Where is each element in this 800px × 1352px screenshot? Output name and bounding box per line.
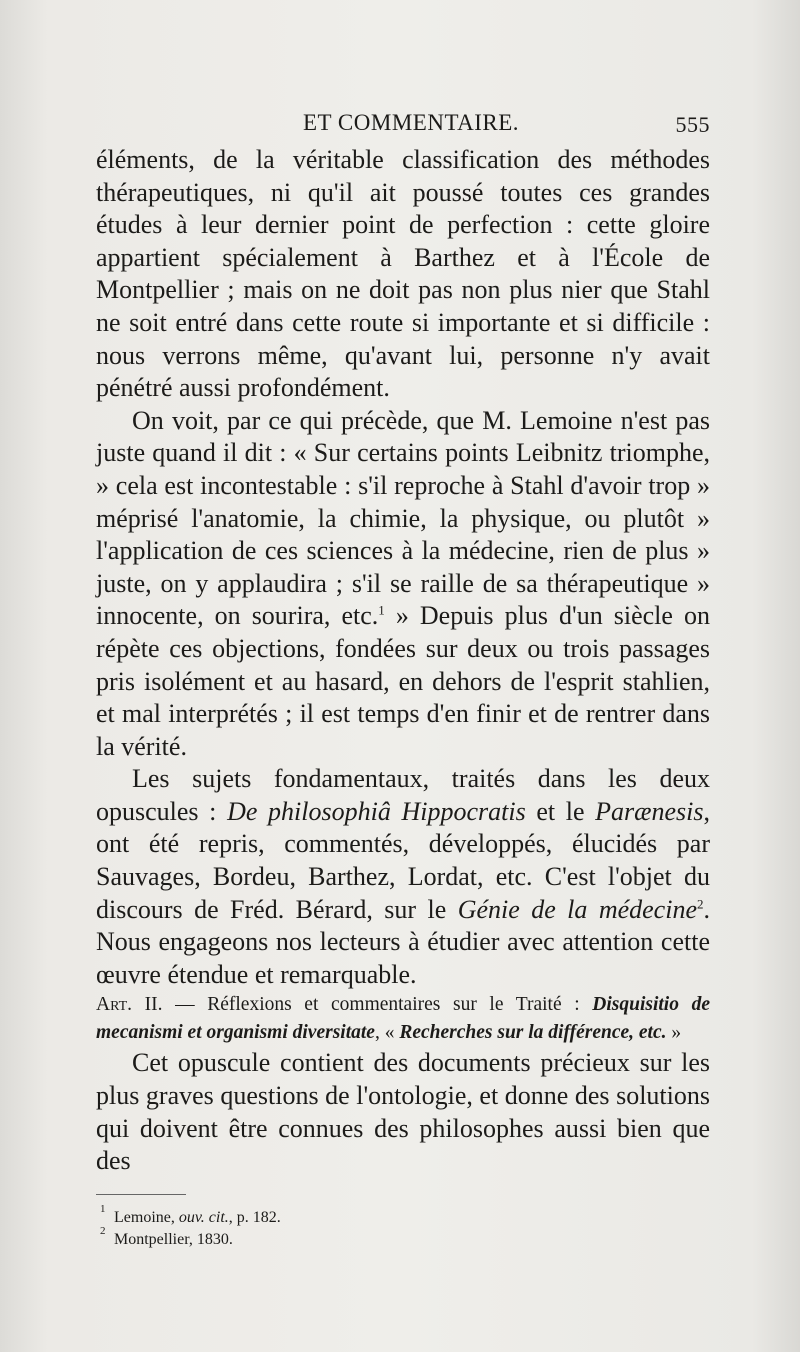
article-label: Art. II.	[96, 994, 163, 1016]
footnote-2: 2 Montpellier, 1830.	[100, 1224, 233, 1248]
running-title: ET COMMENTAIRE.	[303, 110, 520, 135]
text-body	[96, 144, 710, 1251]
running-header	[96, 104, 710, 140]
article-french-title: Recherches sur la différence, etc.	[399, 1022, 667, 1044]
page-number: 555	[675, 112, 710, 137]
work-title-paraenesis: Parænesis	[595, 796, 704, 826]
footnotes	[96, 1202, 710, 1251]
work-title-genie: Génie de la médecine	[457, 894, 697, 924]
footnote-1: 1 Lemoine, ouv. cit., p. 182.	[100, 1202, 281, 1226]
paragraph-continuation: éléments, de la véritable classification des méthodes thérapeutiques, ni qu'il ait poussé toutes ces grandes études à leur dernier point de perfection : cette gloire appartient spécialement à Barthez et à l'École de Montpellier ; mais on ne doit pas non plus nier que Stahl ne soit entré dans cette route si importante et si difficile : nous verrons même, qu'avant lui, personne n'y avait pénétré aussi profondément.	[96, 145, 710, 403]
footnote-ref-2[interactable]: 2	[697, 896, 704, 911]
paragraph-sujets: Les sujets fondamentaux, traités dans les deux opuscules : De philosophiâ Hippocratis et le Parænesis, ont été repris, commentés, développés, élucidés par Sauvages, Bordeu, Barthez, Lordat, etc. C'est l'objet du discours de Fréd. Bérard, sur le Génie de la médecine$^2$. Nous engageons nos lecteurs à étudier avec attention cette œuvre étendue et remarquable.	[96, 764, 710, 989]
article-heading: Art. II. — Réflexions et commentaires sur le Traité : Disquisitio de mecanismi et organismi diversitate, « Recherches sur la différence, etc. »	[96, 994, 710, 1044]
footnote-rule	[96, 1194, 186, 1195]
article-latin-title: Disquisitio de mecanismi et organismi diversitate	[96, 994, 710, 1044]
footnote-ref-1[interactable]: 1	[378, 602, 385, 618]
paragraph-opuscule: Cet opuscule contient des documents précieux sur les plus graves questions de l'ontologie, et donne des solutions qui doivent être connues des philosophes aussi bien que des	[96, 1048, 710, 1176]
paragraph-lemoine: On voit, par ce qui précède, que M. Lemoine n'est pas juste quand il dit : « Sur certains points Leibnitz triomphe, » cela est incontestable : s'il reproche à Stahl d'avoir trop » méprisé l'anatomie, la chimie, la physique, ou plutôt » l'application de ces sciences à la médecine, rien de plus » juste, on y applaudira ; s'il se raille de sa thérapeutique » innocente, on sourira, etc.$^1$ » Depuis plus d'un siècle on répète ces objections, fondées sur deux ou trois passages pris isolément et au hasard, en dehors de l'esprit stahlien, et mal interprétés ; il est temps d'en finir et de rentrer dans la vérité.	[96, 405, 711, 761]
work-title-de-philosophia: De philosophiâ Hippocratis	[227, 796, 526, 826]
